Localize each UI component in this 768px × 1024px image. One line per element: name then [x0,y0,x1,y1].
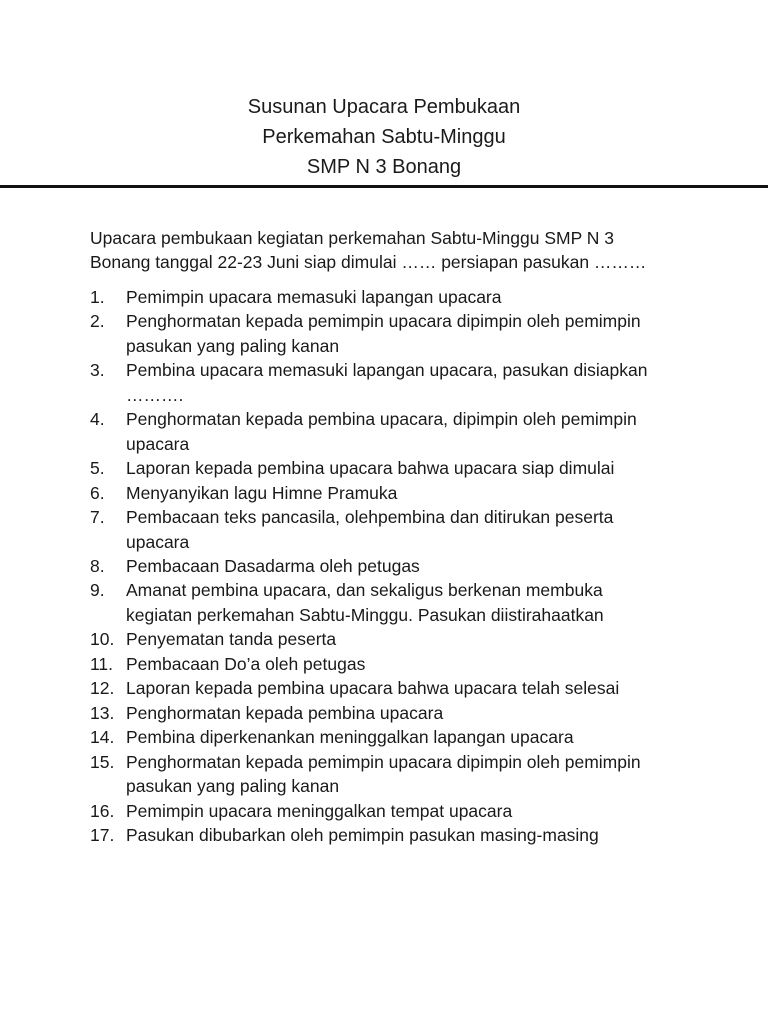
item-text-line: Penghormatan kepada pembina upacara [126,702,444,723]
item-number: 16. [90,800,115,821]
item-text-line: pasukan yang paling kanan [126,776,340,797]
list-item [90,627,647,651]
item-number: 5. [90,458,105,479]
item-number: 17. [90,824,115,845]
list-item [90,309,647,358]
list-item [90,456,647,480]
item-text-line: Pasukan dibubarkan oleh pemimpin pasukan masing-masing [126,824,599,845]
list-item [90,505,647,554]
ceremony-steps-list [90,285,647,847]
item-text-line: Penyematan tanda peserta [126,629,337,650]
list-item [90,358,647,407]
list-item [90,554,647,578]
item-number: 13. [90,702,115,723]
item-number: 10. [90,629,115,650]
item-text-line: Laporan kepada pembina upacara bahwa upacara siap dimulai [126,458,615,479]
item-text-line: kegiatan perkemahan Sabtu-Minggu. Pasukan diistirahaatkan [126,604,604,625]
list-item [90,676,647,700]
list-item [90,725,647,749]
item-number: 7. [90,507,105,528]
item-text-line: Pemimpin upacara memasuki lapangan upacara [126,287,502,307]
item-text-line: Penghormatan kepada pemimpin upacara dipimpin oleh pemimpin [126,751,641,772]
item-number: 1. [90,287,105,307]
intro-paragraph [90,226,646,275]
item-text-line: Pembacaan teks pancasila, olehpembina dan ditirukan peserta [126,507,614,528]
list-item [90,799,647,823]
list-item [90,652,647,676]
title-divider [0,185,768,188]
title-line-2: Perkemahan Sabtu-Minggu [262,126,506,148]
item-number: 8. [90,555,105,576]
item-number: 14. [90,727,115,748]
item-text-line: Pembina upacara memasuki lapangan upacara, pasukan disiapkan [126,360,648,381]
list-item [90,578,647,627]
item-text-line: Pembacaan Dasadarma oleh petugas [126,555,420,576]
list-item [90,481,647,505]
item-text-line: Menyanyikan lagu Himne Pramuka [126,482,398,503]
item-number: 3. [90,360,105,381]
item-text-line: Pembina diperkenankan meninggalkan lapangan upacara [126,727,574,748]
item-number: 2. [90,311,105,332]
item-number: 12. [90,678,115,699]
item-text-line: Amanat pembina upacara, dan sekaligus berkenan membuka [126,580,603,601]
item-text-line: Penghormatan kepada pembina upacara, dipimpin oleh pemimpin [126,409,637,430]
intro-line: Bonang tanggal 22-23 Juni siap dimulai …… persiapan pasukan ……… [90,252,647,273]
list-item [90,701,647,725]
list-item [90,407,647,456]
title-line-1: Susunan Upacara Pembukaan [247,96,521,118]
item-number: 9. [90,580,105,601]
item-text-line: upacara [126,433,190,454]
item-text-line: Penghormatan kepada pemimpin upacara dipimpin oleh pemimpin [126,311,641,332]
item-text-line: Pemimpin upacara meninggalkan tempat upacara [126,800,513,821]
item-number: 6. [90,482,105,503]
list-item [90,750,647,799]
item-text-line: upacara [126,531,190,552]
item-number: 15. [90,751,115,772]
list-item [90,285,647,309]
item-text-line: ………. [126,384,184,405]
intro-line: Upacara pembukaan kegiatan perkemahan Sabtu-Minggu SMP N 3 [90,228,615,248]
item-number: 4. [90,409,105,430]
title-line-3: SMP N 3 Bonang [306,156,462,178]
list-item [90,823,647,847]
document-title [0,92,768,182]
item-text-line: Pembacaan Do’a oleh petugas [126,653,366,674]
item-text-line: pasukan yang paling kanan [126,335,340,356]
item-number: 11. [90,653,114,674]
item-text-line: Laporan kepada pembina upacara bahwa upacara telah selesai [126,678,620,699]
